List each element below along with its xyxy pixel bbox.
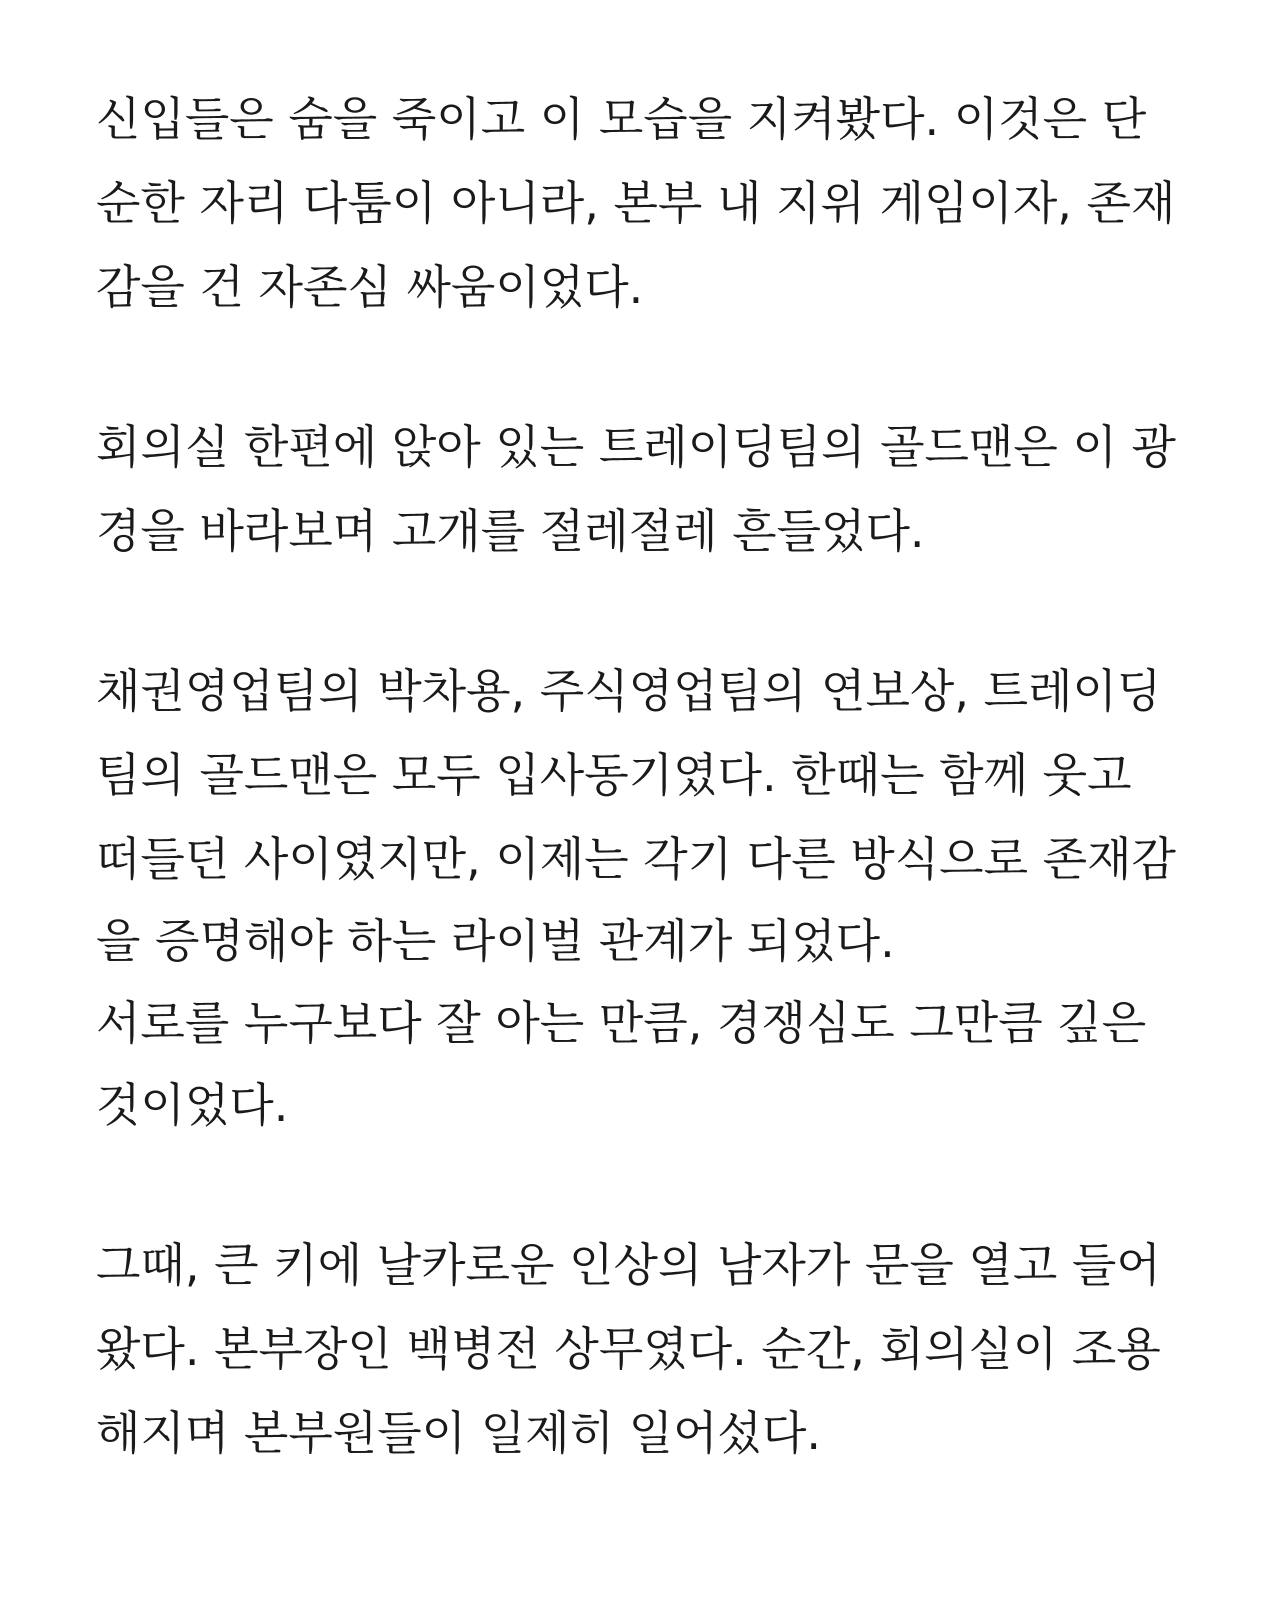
text-line: 채권영업팀의 박차용, 주식영업팀의 연보상, 트레이딩 [96, 664, 1162, 718]
text-line: 신입들은 숨을 죽이고 이 모습을 지켜봤다. 이것은 단 [96, 92, 1147, 146]
text-line: 떠들던 사이였지만, 이제는 각기 다른 방식으로 존재감 [96, 832, 1176, 886]
text-line: 팀의 골드맨은 모두 입사동기였다. 한때는 함께 웃고 [96, 748, 1132, 802]
text-line: 회의실 한편에 앉아 있는 트레이딩팀의 골드맨은 이 광 [96, 420, 1176, 474]
text-line: 서로를 누구보다 잘 아는 만큼, 경쟁심도 그만큼 깊은 [96, 996, 1147, 1050]
text-line: 그때, 큰 키에 날카로운 인상의 남자가 문을 열고 들어 [96, 1238, 1161, 1292]
text-line: 감을 건 자존심 싸움이었다. [96, 260, 644, 314]
text-line: 을 증명해야 하는 라이벌 관계가 되었다. [96, 914, 895, 968]
text-line: 해지며 본부원들이 일제히 일어섰다. [96, 1406, 822, 1460]
text-line: 왔다. 본부장인 백병전 상무였다. 순간, 회의실이 조용 [96, 1322, 1161, 1376]
text-line: 경을 바라보며 고개를 절레절레 흔들었다. [96, 504, 925, 558]
text-line: 순한 자리 다툼이 아니라, 본부 내 지위 게임이자, 존재 [96, 176, 1176, 230]
text-line: 것이었다. [96, 1078, 289, 1132]
